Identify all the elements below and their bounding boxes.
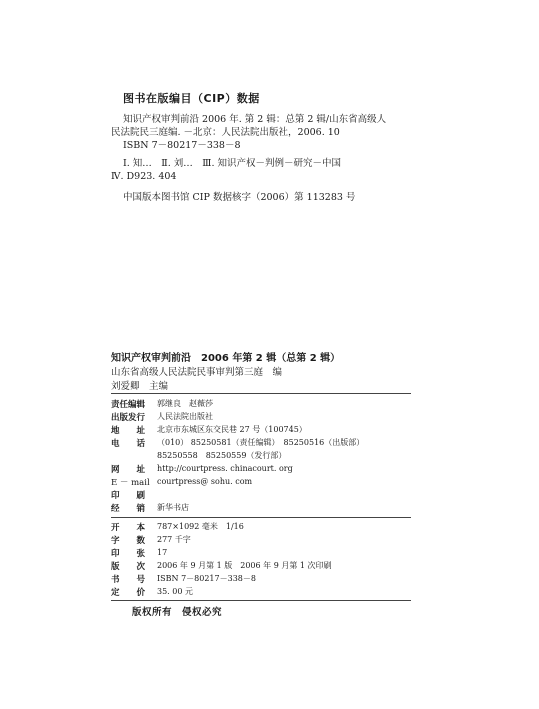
row-label: 书 号 — [111, 574, 146, 585]
publish-row-printer — [111, 488, 157, 501]
row-value: 人民法院出版社 — [157, 412, 213, 421]
spec-row-format — [111, 520, 244, 533]
row-label: 版 次 — [111, 561, 146, 572]
row-value: 787×1092 毫米 1/16 — [157, 522, 244, 531]
row-label: 开 本 — [111, 522, 146, 533]
row-value: http://courtpress. chinacourt. org — [157, 464, 293, 473]
cip-line-3: ISBN 7－80217－338－8 — [123, 140, 241, 151]
spec-row-price — [111, 585, 193, 598]
spec-row-isbn — [111, 572, 256, 585]
row-value: 2006 年 9 月第 1 版 2006 年 9 月第 1 次印刷 — [157, 561, 332, 570]
author-line: 刘爱卿 主编 — [111, 381, 169, 392]
row-value: 17 — [157, 548, 168, 557]
row-label: 经 销 — [111, 503, 146, 514]
row-label: 网 址 — [111, 464, 146, 475]
spec-row-sheets — [111, 546, 167, 559]
book-title: 知识产权审判前沿 2006 年第 2 辑（总第 2 辑） — [111, 353, 341, 364]
row-label: 印 张 — [111, 548, 146, 559]
divider-middle — [111, 517, 411, 518]
row-label: 出版发行 — [111, 412, 146, 423]
publish-row-phone — [111, 436, 364, 449]
row-label: 电 话 — [111, 438, 146, 449]
cip-subject: Ⅰ. 知… Ⅱ. 刘… Ⅲ. 知识产权－判例－研究－中国 — [123, 158, 341, 169]
row-value: 35. 00 元 — [157, 587, 193, 596]
row-value: 北京市东城区东交民巷 27 号（100745） — [157, 425, 307, 434]
publish-row-phone-cont — [111, 449, 286, 462]
divider-top — [111, 393, 411, 394]
divider-bottom — [111, 600, 411, 601]
row-label: 定 价 — [111, 587, 146, 598]
publish-row-distributor — [111, 501, 189, 514]
row-value: courtpress@ sohu. com — [157, 477, 253, 486]
editor-org: 山东省高级人民法院民事审判第三庭 编 — [111, 367, 283, 378]
publish-row-email — [111, 475, 252, 488]
row-value: 85250558 85250559（发行部） — [157, 451, 287, 460]
row-label: 地 址 — [111, 425, 146, 436]
row-value: 郭继良 赵薇莎 — [157, 399, 213, 408]
row-label: 责任编辑 — [111, 399, 146, 410]
row-value: 277 千字 — [157, 535, 191, 544]
row-value: ISBN 7－80217－338－8 — [157, 574, 256, 583]
publish-row-website — [111, 462, 293, 475]
spec-row-edition — [111, 559, 332, 572]
cip-class: Ⅳ. D923. 404 — [111, 171, 177, 182]
publish-row-publisher — [111, 410, 213, 423]
publish-row-address — [111, 423, 307, 436]
cip-record: 中国版本图书馆 CIP 数据核字（2006）第 113283 号 — [123, 192, 356, 203]
row-label: 印 刷 — [111, 490, 146, 501]
cip-line-1: 知识产权审判前沿 2006 年. 第 2 辑：总第 2 辑/山东省高级人 — [123, 114, 387, 125]
cip-line-2: 民法院民三庭编. －北京：人民法院出版社，2006. 10 — [111, 127, 340, 138]
cip-heading: 图书在版编目（CIP）数据 — [123, 92, 260, 105]
row-label: E － mail — [111, 477, 150, 488]
row-label: 字 数 — [111, 535, 146, 546]
row-value: （010） 85250581（责任编辑） 85250516（出版部） — [157, 438, 365, 447]
row-value: 新华书店 — [157, 503, 189, 512]
publish-row-editor — [111, 397, 213, 410]
spec-row-wordcount — [111, 533, 191, 546]
copyright-notice: 版权所有 侵权必究 — [132, 607, 223, 618]
